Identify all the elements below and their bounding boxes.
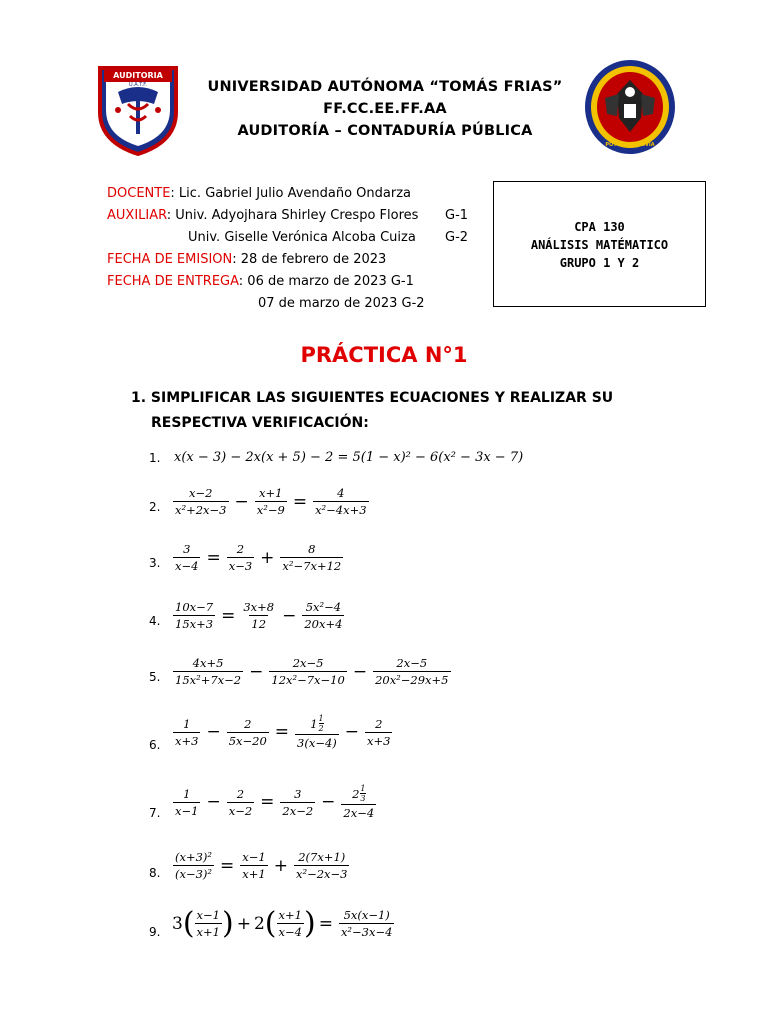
numerator: 3 (183, 542, 191, 556)
exercise-number-7: 7. (149, 806, 161, 820)
exercise-4-equation: $\frac{10x-7}{15x+3}$ = $\frac{3x+8}{12}$ − $\frac{\text{5x²−4}}{20x+4}$ (175, 600, 343, 631)
fraction (373, 656, 450, 687)
denominator: x−4 (278, 925, 302, 939)
emision-line (107, 252, 386, 267)
open-paren: ( (264, 905, 277, 941)
fraction (227, 542, 254, 573)
entrega-label: FECHA DE ENTREGA (107, 274, 239, 289)
fraction (302, 600, 344, 631)
faculty-name: FF.CC.EE.FF.AA (323, 101, 447, 117)
university-name: UNIVERSIDAD AUTÓNOMA “TOMÁS FRIAS” (207, 79, 563, 95)
course-name: ANÁLISIS MATÉMATICO (530, 238, 669, 252)
entrega-value-1: : 06 de marzo de 2023 G-1 (238, 274, 414, 289)
numerator: 3 (294, 786, 302, 801)
exercise-number-5: 5. (149, 670, 161, 684)
fraction (173, 600, 215, 631)
numerator: 5x(x−1) (343, 908, 390, 922)
fraction (240, 850, 267, 881)
fraction (269, 656, 346, 687)
denominator: x+1 (242, 867, 266, 881)
fraction (227, 787, 254, 818)
fraction (313, 486, 369, 517)
numerator: x−2 (189, 486, 213, 500)
course-code: CPA 130 (574, 220, 625, 234)
denominator: 2x−4 (343, 806, 375, 820)
course-box-text (493, 218, 706, 272)
close-paren: ) (303, 905, 316, 941)
fraction (173, 542, 200, 573)
numerator: 2x−5 (396, 656, 428, 670)
denominator: x²−7x+12 (282, 559, 342, 573)
denominator: 20x+4 (304, 617, 343, 631)
fraction (173, 850, 214, 881)
entrega-line-1 (107, 274, 414, 289)
exercise-number-4: 4. (149, 614, 161, 628)
denominator: x−1 (175, 803, 199, 818)
fraction (241, 600, 276, 631)
auditoria-logo (94, 60, 182, 156)
numerator: 2x−5 (292, 656, 324, 670)
denominator: x−2 (228, 803, 253, 818)
fraction (173, 486, 229, 517)
exercise-number-3: 3. (149, 556, 161, 570)
question-1 (131, 386, 613, 436)
denominator: x²+2x−3 (175, 503, 227, 517)
fraction (280, 787, 315, 818)
mixed-fraction-numerator: 1 (318, 714, 324, 723)
numerator: 2 (375, 716, 383, 731)
numerator: 8 (308, 542, 316, 556)
denominator: (x−3)² (175, 867, 213, 881)
career-name: AUDITORÍA – CONTADURÍA PÚBLICA (237, 123, 533, 139)
emision-value: : 28 de febrero de 2023 (232, 252, 387, 267)
coefficient: 2 (253, 913, 265, 934)
fraction (339, 908, 395, 939)
seal-bottom-text: POTOSI - BOLIVIA (605, 142, 655, 148)
exercise-number-6: 6. (149, 738, 161, 752)
numerator: (x+3)² (175, 850, 213, 864)
exercise-9-equation: 3 ( $\frac{x-1}{x+1}$ ) + 2 ( $\frac{x+1}{x-4}$ ) = $\frac{5x(x-1)}{\text{x²−3x−4}}$ (172, 905, 393, 941)
denominator: 2x−2 (282, 803, 314, 818)
question-1-line-1: 1. SIMPLIFICAR LAS SIGUIENTES ECUACIONES Y REALIZAR SU (131, 390, 614, 406)
mixed-whole: 2 (352, 786, 360, 801)
denominator: 15x²+7x−2 (175, 673, 242, 687)
denominator: x²−9 (256, 503, 285, 517)
logo-subtitle: U.A.T.F. (129, 82, 147, 88)
fraction (280, 542, 343, 573)
exercise-number-2: 2. (149, 500, 161, 514)
numerator: x+1 (278, 908, 302, 922)
exercise-8-equation: $\frac{\text{(x+3)²}}{\text{(x−3)²}}$ = $\frac{x-1}{x+1}$ + $\frac{2(7x+1)}{\text{x²−2x−3}}$ (175, 850, 348, 881)
mixed-whole: 1 (310, 716, 318, 731)
numerator: 2 (236, 786, 245, 801)
numerator: 4x+5 (192, 656, 224, 670)
mixed-fraction-numerator: 1 (360, 784, 366, 793)
exercise-5-equation: $\frac{4x+5}{\text{15x²+7x−2}}$ − $\frac{2x-5}{\text{12x²−7x−10}}$ − $\frac{2x-5}{\text{20x²−29x+5}}$ (175, 656, 449, 687)
fraction (173, 656, 243, 687)
fraction (255, 486, 287, 517)
exercise-2-equation: $\frac{x-2}{\text{x²+2x−3}}$ − $\frac{x+1}{\text{x²−9}}$ = $\frac{4}{\text{x²−4x+3}}$ (175, 486, 367, 517)
numerator: x+1 (259, 486, 283, 500)
denominator: 5x−20 (228, 733, 267, 748)
mixed-fraction-denominator: 2 (318, 724, 324, 733)
numerator: 3x+8 (243, 600, 275, 614)
institution-header (170, 76, 600, 142)
numerator: 1 (183, 716, 191, 731)
denominator: 3(x−4) (297, 736, 337, 750)
coefficient: 3 (172, 913, 183, 934)
docente-value: : Lic. Gabriel Julio Avendaño Ondarza (170, 186, 412, 201)
numerator: x−1 (196, 908, 220, 922)
numerator: 10x−7 (175, 600, 214, 614)
auxiliar-label: AUXILIAR (107, 208, 167, 223)
auxiliar-line-2: Univ. Giselle Verónica Alcoba Cuiza (188, 230, 416, 245)
exercise-number-1: 1. (149, 451, 161, 465)
close-paren: ) (222, 905, 234, 941)
denominator: x²−4x+3 (315, 503, 367, 517)
auxiliar-line-1 (107, 208, 418, 223)
denominator: 12x²−7x−10 (271, 673, 345, 687)
fraction (277, 908, 304, 939)
auxiliar-value-1: : Univ. Adyojhara Shirley Crespo Flores (166, 208, 419, 223)
auxiliar-group-1: G-1 (445, 208, 469, 223)
exercise-1-equation: x(x − 3) − 2x(x + 5) − 2 = 5(1 − x)² − 6(x² − 3x − 7) (174, 450, 524, 465)
course-groups: GRUPO 1 Y 2 (559, 256, 640, 270)
fraction (195, 908, 222, 939)
denominator: x²−3x−4 (340, 925, 393, 939)
exercise-7-equation: $\frac{1}{x-1}$ − $\frac{2}{x-2}$ = $\frac{3}{2x-2}$ − 2 $\frac{1}{3}$ 2x−4 (175, 784, 375, 820)
emision-label: FECHA DE EMISION (107, 252, 233, 267)
exercise-number-9: 9. (149, 925, 161, 939)
denominator: 12 (251, 617, 267, 631)
numerator: 4 (337, 486, 345, 500)
entrega-line-2: 07 de marzo de 2023 G-2 (258, 296, 425, 311)
fraction (365, 717, 392, 748)
docente-label: DOCENTE (107, 186, 171, 201)
denominator: 20x²−29x+5 (375, 673, 449, 687)
denominator: 15x+3 (175, 617, 214, 631)
denominator: x+3 (175, 733, 199, 748)
question-1-line-2: RESPECTIVA VERIFICACIÓN: (151, 415, 369, 431)
exercise-number-8: 8. (149, 866, 161, 880)
fraction (294, 850, 350, 881)
practice-title: PRÁCTICA N°1 (300, 343, 468, 367)
fraction (227, 717, 269, 748)
denominator: x−4 (175, 559, 199, 573)
fraction (341, 784, 376, 820)
fraction (173, 717, 200, 748)
denominator: x+3 (367, 733, 391, 748)
denominator: x²−2x−3 (295, 867, 348, 881)
numerator: 2(7x+1) (298, 850, 346, 864)
fraction (295, 714, 339, 750)
denominator: x+1 (196, 925, 220, 939)
auxiliar-group-2: G-2 (445, 230, 469, 245)
exercise-3-equation: $\frac{3}{x-4}$ = $\frac{2}{x-3}$ + $\frac{8}{\text{x²−7x+12}}$ (175, 542, 342, 573)
exercise-6-equation: $\frac{1}{x+3}$ − $\frac{2}{5x-20}$ = 1 $\frac{1}{2}$ 3(x−4) − $\frac{2}{x+3}$ (175, 714, 391, 750)
mixed-fraction-denominator: 3 (360, 794, 366, 803)
numerator: 2 (244, 716, 252, 731)
logo-title: AUDITORIA (113, 71, 163, 80)
numerator: 2 (236, 542, 245, 556)
fraction (173, 787, 200, 818)
numerator: x−1 (242, 850, 266, 864)
mixed-numerator (308, 714, 325, 734)
numerator: 5x²−4 (305, 600, 342, 614)
denominator: x−3 (228, 559, 253, 573)
open-paren: ( (182, 905, 195, 941)
numerator: 1 (183, 786, 191, 801)
mixed-numerator (350, 784, 367, 804)
docente-line (107, 186, 411, 201)
